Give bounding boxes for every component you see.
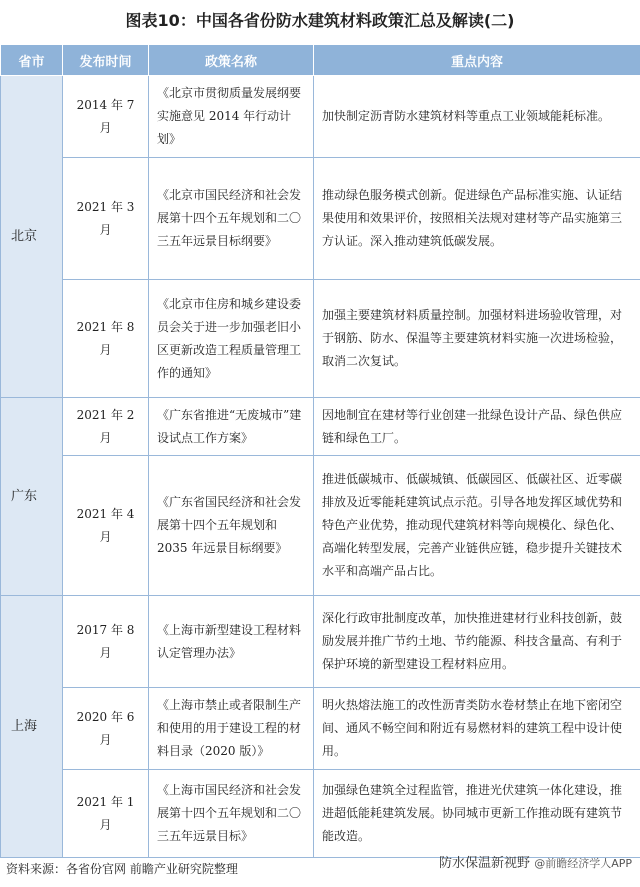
province-cell: 北京 [1,76,63,398]
content-cell: 明火热熔法施工的改性沥青类防水卷材禁止在地下密闭空间、通风不畅空间和附近有易燃材料的建筑工程中设计使用。 [314,688,640,770]
content-cell: 推动绿色服务模式创新。促进绿色产品标准实施、认证结果使用和效果评价，按照相关法规对建材等产品实施第三方认证。深入推动建筑低碳发展。 [314,158,640,280]
table-row [1,158,640,280]
content-cell: 加快制定沥青防水建筑材料等重点工业领域能耗标准。 [314,76,640,158]
policy-name-cell: 《广东省推进“无废城市”建设试点工作方案》 [149,398,314,456]
policy-table [0,44,640,858]
date-cell: 2021 年 2 月 [63,398,149,456]
policy-name-cell: 《北京市贯彻质量发展纲要实施意见 2014 年行动计划》 [149,76,314,158]
date-cell: 2021 年 4 月 [63,456,149,596]
watermark [439,852,632,871]
content-cell: 深化行政审批制度改革，加快推进建材行业科技创新，鼓励发展并推广节约土地、节约能源、科技含量高、有利于保护环境的新型建设工程材料应用。 [314,596,640,688]
chart-title: 图表10：中国各省份防水建筑材料政策汇总及解读(二) [125,11,515,30]
date-cell: 2020 年 6 月 [63,688,149,770]
date-cell: 2021 年 8 月 [63,280,149,398]
policy-name-cell: 《上海市国民经济和社会发展第十四个五年规划和二〇三五年远景目标》 [149,770,314,858]
source-note: 资料来源：各省份官网 前瞻产业研究院整理 [6,862,238,876]
date-cell: 2014 年 7 月 [63,76,149,158]
table-row [1,688,640,770]
policy-name-cell: 《广东省国民经济和社会发展第十四个五年规划和2035 年远景目标纲要》 [149,456,314,596]
date-cell: 2017 年 8 月 [63,596,149,688]
date-cell: 2021 年 3 月 [63,158,149,280]
table-row [1,398,640,456]
header-province: 省市 [1,45,63,76]
province-cell: 广东 [1,398,63,596]
table-row [1,596,640,688]
content-cell: 加强主要建筑材料质量控制。加强材料进场验收管理，对于钢筋、防水、保温等主要建筑材料实施一次进场检验，取消二次复试。 [314,280,640,398]
table-row [1,280,640,398]
content-cell: 推进低碳城市、低碳城镇、低碳园区、低碳社区、近零碳排放及近零能耗建筑试点示范。引导各地发挥区域优势和特色产业优势，推动现代建筑材料等向规模化、绿色化、高端化转型发展，完善产业链供应链，稳步提升关键技术水平和高端产品占比。 [314,456,640,596]
table-row [1,76,640,158]
content-cell: 因地制宜在建材等行业创建一批绿色设计产品、绿色供应链和绿色工厂。 [314,398,640,456]
policy-name-cell: 《北京市国民经济和社会发展第十四个五年规划和二〇三五年远景目标纲要》 [149,158,314,280]
watermark-line1: 防水保温新视野 [439,856,531,871]
header-key-content: 重点内容 [314,45,640,76]
header-row [1,45,640,76]
table-row [1,456,640,596]
date-cell: 2021 年 1 月 [63,770,149,858]
header-date: 发布时间 [63,45,149,76]
policy-name-cell: 《上海市禁止或者限制生产和使用的用于建设工程的材料目录（2020 版）》 [149,688,314,770]
province-cell: 上海 [1,596,63,858]
watermark-line2: @前瞻经济学人APP [534,857,632,870]
table-row [1,770,640,858]
policy-name-cell: 《上海市新型建设工程材料认定管理办法》 [149,596,314,688]
content-cell: 加强绿色建筑全过程监管，推进光伏建筑一体化建设，推进超低能耗建筑发展。协同城市更新工作推动既有建筑节能改造。 [314,770,640,858]
policy-name-cell: 《北京市住房和城乡建设委员会关于进一步加强老旧小区更新改造工程质量管理工作的通知》 [149,280,314,398]
header-policy-name: 政策名称 [149,45,314,76]
